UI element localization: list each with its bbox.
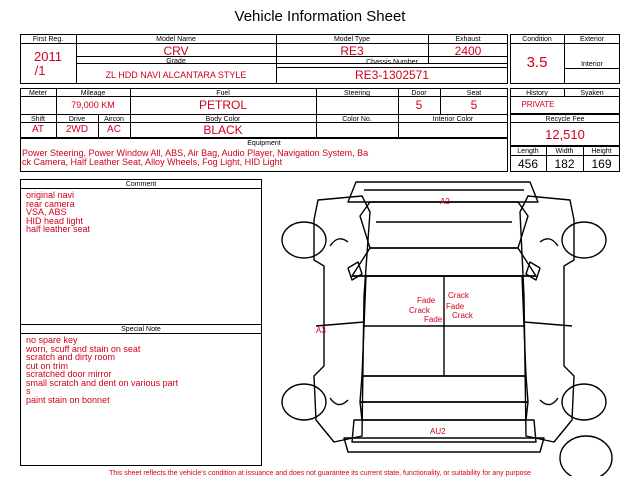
meter-label: Meter — [29, 90, 47, 97]
recycle-fee-label: Recycle Fee — [545, 116, 585, 123]
syaken-label: Syaken — [580, 90, 604, 97]
left-side-mark: A3 — [316, 326, 326, 335]
list-item: paint stain on bonnet — [26, 394, 110, 405]
left-side-panel — [314, 196, 370, 442]
chassis-number: RE3-1302571 — [354, 68, 430, 82]
rear-left-wheel — [282, 384, 326, 420]
body-color: BLACK — [203, 123, 243, 137]
tailgate — [360, 402, 528, 420]
body-color-label: Body Color — [205, 116, 241, 123]
front-right-wheel — [562, 222, 606, 258]
grade-label: Grade — [166, 58, 186, 65]
interior-label: Interior — [581, 61, 603, 68]
rear-mark: AU2 — [430, 427, 446, 436]
list-item: HID head light — [26, 215, 84, 226]
list-item: worn, scuff and stain on seat — [26, 343, 141, 354]
crack-mark: Crack — [448, 291, 469, 300]
seat-label: Seat — [466, 90, 482, 97]
fade-mark: Fade — [424, 315, 443, 324]
equipment-line-2: ck Camera, Half Leather Seat, Alloy Wheels, Fog Light, HID Light — [22, 157, 283, 167]
fuel-label: Fuel — [216, 90, 230, 97]
comment-label: Comment — [125, 181, 157, 188]
list-item: small scratch and dent on various part — [26, 377, 179, 388]
seat-count: 5 — [470, 98, 478, 112]
first-reg-label: First Reg. — [32, 36, 64, 43]
condition-score: 3.5 — [526, 54, 548, 71]
fuel: PETROL — [198, 98, 247, 112]
equipment-label: Equipment — [247, 140, 281, 147]
list-item: half leather seat — [26, 224, 91, 234]
model-type: RE3 — [340, 44, 364, 58]
length-label: Length — [517, 148, 539, 155]
list-item: VSA, ABS — [26, 207, 67, 217]
width-value: 182 — [554, 157, 575, 171]
front-left-wheel — [282, 222, 326, 258]
aircon: AC — [107, 124, 121, 135]
aircon-label: Aircon — [104, 116, 124, 123]
height-label: Height — [591, 148, 612, 155]
mileage-label: Mileage — [80, 90, 106, 97]
special-note-list — [26, 336, 178, 404]
grade: ZL HDD NAVI ALCANTARA STYLE — [105, 70, 247, 80]
mileage: 79,000 KM — [71, 100, 115, 110]
list-item: no spare key — [26, 335, 78, 345]
crack-mark: Crack — [409, 306, 430, 315]
chassis-label: Chassis Number — [366, 59, 418, 66]
drive: 2WD — [65, 124, 89, 135]
model-name-label: Model Name — [156, 36, 196, 43]
history-label: History — [526, 90, 548, 97]
steering-label: Steering — [343, 90, 371, 97]
list-item: scratched door mirror — [26, 369, 112, 379]
bonnet-panel — [360, 202, 528, 248]
list-item: scratch and dirty room — [26, 352, 116, 362]
exhaust: 2400 — [454, 44, 482, 58]
equipment-line-1: Power Steering, Power Window All, ABS, Air Bag, Audio Player, Navigation System, Ba — [22, 148, 369, 158]
model-type-label: Model Type — [333, 36, 371, 43]
bonnet-mark: A2 — [440, 197, 450, 206]
special-note-label: Special Note — [121, 326, 161, 333]
recycle-fee: 12,510 — [545, 127, 585, 142]
interior-color-label: Interior Color — [432, 116, 474, 123]
comment-list — [26, 191, 90, 234]
door-label: Door — [411, 90, 427, 97]
first-reg-month: /1 — [34, 63, 46, 78]
history: PRIVATE — [521, 100, 555, 109]
rear-window — [360, 376, 528, 402]
width-label: Width — [555, 148, 574, 155]
model-name: CRV — [163, 44, 189, 58]
drive-label: Drive — [68, 116, 86, 123]
fade-mark: Fade — [446, 302, 465, 311]
list-item: original navi — [26, 190, 75, 200]
first-reg-year: 2011 — [34, 49, 62, 64]
disclaimer-footer: This sheet reflects the vehicle's condition at issuance and does not guarantee its current state, functionality, or suitability for any purpose — [109, 470, 531, 477]
exterior-label: Exterior — [579, 36, 605, 43]
page-title: Vehicle Information Sheet — [234, 8, 406, 25]
height-value: 169 — [591, 157, 612, 171]
shift: AT — [31, 124, 45, 135]
windshield — [352, 248, 536, 276]
list-item: rear camera — [26, 198, 75, 209]
shift-label: Shift — [30, 116, 45, 123]
fade-mark: Fade — [417, 296, 436, 305]
length-value: 456 — [517, 157, 539, 171]
color-no-label: Color No. — [342, 116, 372, 123]
list-item: s — [26, 386, 31, 396]
condition-label: Condition — [522, 36, 552, 43]
rear-right-wheel — [562, 384, 606, 420]
crack-mark: Crack — [452, 311, 473, 320]
list-item: cut on trim — [26, 360, 69, 371]
door-count: 5 — [415, 98, 423, 112]
exhaust-label: Exhaust — [455, 36, 481, 43]
